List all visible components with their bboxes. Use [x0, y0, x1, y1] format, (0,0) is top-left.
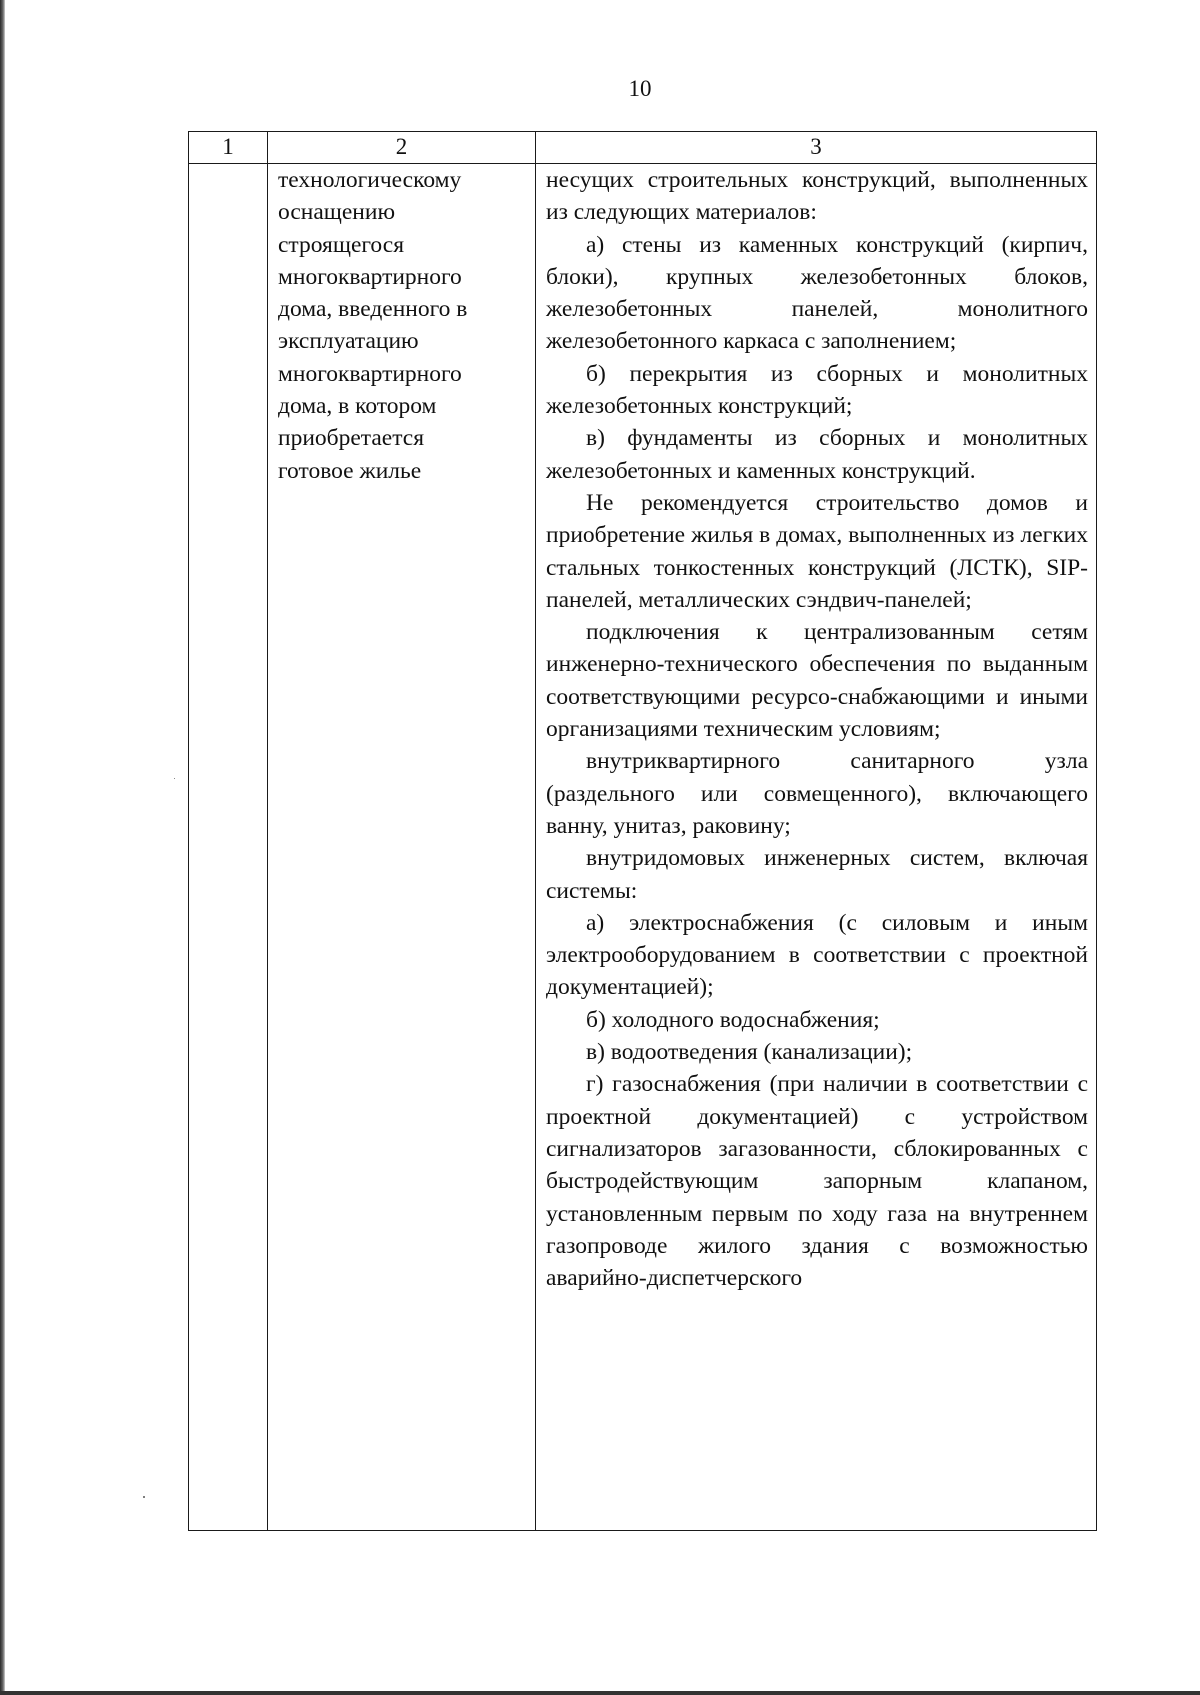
requirement-paragraph: несущих строительных конструкций, выполненных из следующих материалов:: [546, 167, 1088, 226]
cell-number: [189, 164, 268, 1531]
subject-text: [268, 164, 535, 487]
requirement-paragraph: в) фундаменты из сборных и монолитных железобетонных и каменных конструкций.: [546, 425, 1088, 484]
requirement-paragraph: внутридомовых инженерных систем, включая системы:: [546, 845, 1088, 904]
subject-line: многоквартирного: [278, 263, 462, 290]
requirement-paragraph: а) электроснабжения (с силовым и иным электрооборудованием в соответствии с проектной документацией);: [546, 909, 1088, 1001]
cell-subject: [268, 164, 536, 1531]
requirement-paragraph: подключения к централизованным сетям инженерно-технического обеспечения по выданным соответствующими ресурсо-снабжающими и иными организациями техническим условиям;: [546, 619, 1088, 743]
header-cell-2: 2: [268, 132, 536, 164]
scan-speck-small: [174, 778, 175, 779]
page-number: 10: [628, 76, 652, 101]
requirements-table: [188, 131, 1097, 1531]
subject-line: готовое жилье: [278, 457, 422, 484]
scan-edge-bottom: [0, 1691, 1200, 1695]
subject-line: оснащению: [278, 199, 396, 226]
requirement-paragraph: б) перекрытия из сборных и монолитных железобетонных конструкций;: [546, 360, 1088, 420]
subject-line: технологическому: [278, 167, 462, 193]
subject-line: строящегося: [278, 231, 405, 258]
requirement-paragraph: в) водоотведения (канализации);: [586, 1039, 913, 1066]
requirement-paragraph: Не рекомендуется строительство домов и приобретение жилья в домах, выполненных из легких стальных тонкостенных конструкций (ЛСТК), SIP-панелей, металлических сэндвич-панелей;: [546, 489, 1088, 613]
subject-line: дома, введенного в: [278, 296, 468, 323]
requirement-paragraph: внутриквартирного санитарного узла (раздельного или совмещенного), включающего ванну, унитаз, раковину;: [546, 748, 1088, 839]
subject-line: эксплуатацию: [278, 328, 419, 355]
subject-line: приобретается: [278, 425, 425, 452]
subject-line: дома, в котором: [278, 393, 437, 420]
table-row: [189, 164, 1097, 1531]
scan-speck: [143, 1496, 145, 1498]
scan-edge-left: [0, 0, 5, 1695]
header-cell-3: 3: [536, 132, 1097, 164]
requirement-paragraph: а) стены из каменных конструкций (кирпич, блоки), крупных железобетонных блоков, железобетонных панелей, монолитного железобетонного каркаса с заполнением;: [546, 231, 1088, 355]
cell-requirements: [536, 164, 1097, 1531]
subject-line: многоквартирного: [278, 360, 462, 387]
header-cell-1: 1: [189, 132, 268, 164]
requirements-text: [536, 164, 1096, 1294]
requirement-paragraph: г) газоснабжения (при наличии в соответствии с проектной документацией) с устройством сигнализаторов загазованности, сблокированных с быстродействующим запорным клапаном, установленным первым по ходу газа на внутреннем газопроводе жилого здания с возможностью аварийно-диспетчерского: [546, 1071, 1088, 1292]
table-header-row: [189, 132, 1097, 164]
requirement-paragraph: б) холодного водоснабжения;: [586, 1006, 880, 1033]
